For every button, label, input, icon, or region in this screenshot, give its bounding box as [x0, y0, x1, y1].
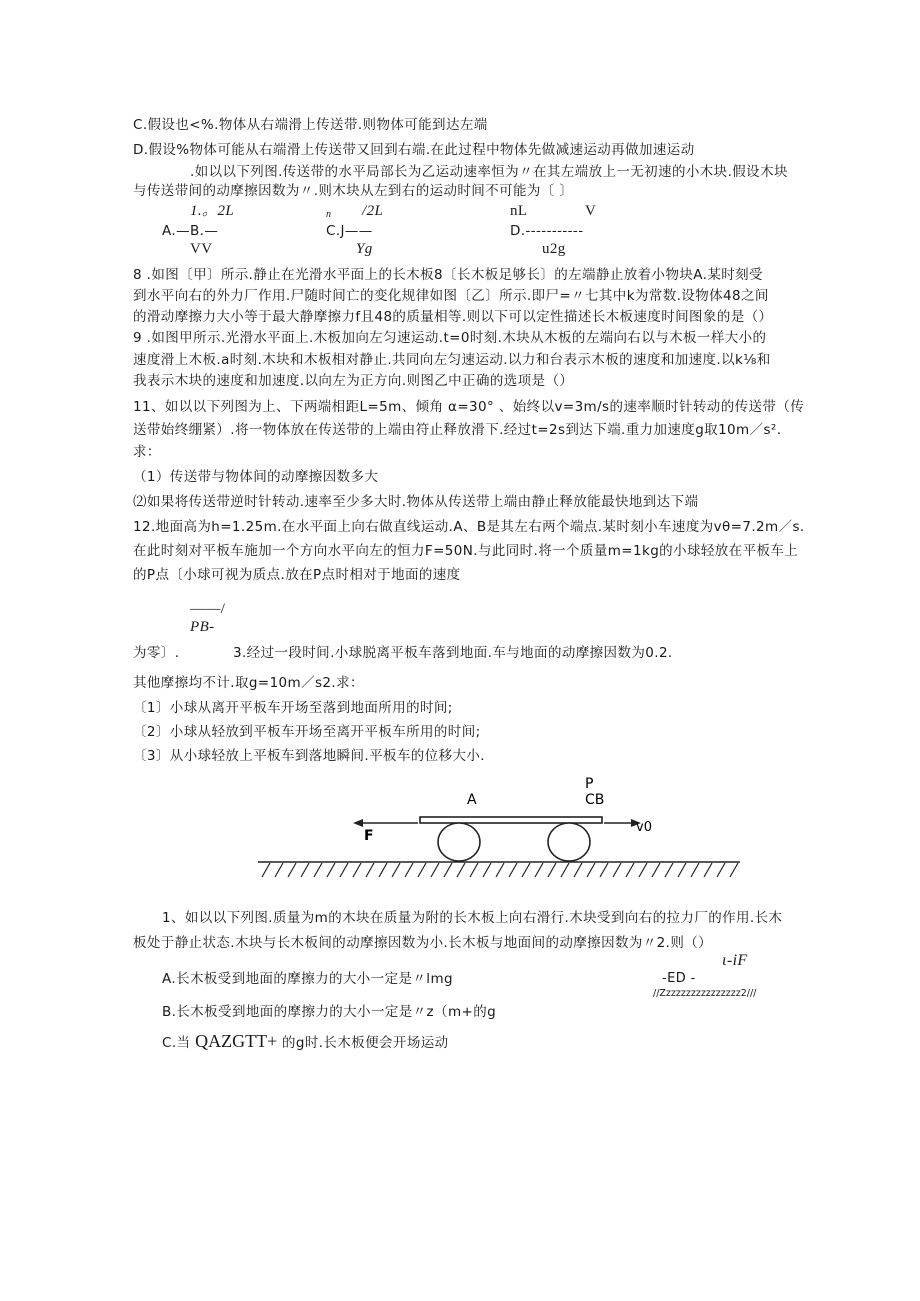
ground-hatch-mark: [665, 863, 673, 877]
q7-option-c: C.J——: [326, 223, 373, 239]
ground-hatch-mark: [444, 863, 452, 877]
label-v0: v0: [636, 820, 652, 835]
q7-frac-c-top-a: n: [326, 209, 332, 220]
ground-hatch-mark: [379, 863, 387, 877]
ground-hatch-mark: [470, 863, 478, 877]
q7-frac-d-top-a: nL: [510, 203, 528, 219]
q11-line1: 11、如以以下列图为上、下两端相距L=5m、倾角 α=30° 、始终以v=3m/s的速率顺时针转动的传送带（传: [133, 399, 805, 415]
q9-line1: 9 .如图甲所示.光滑水平面上.木板加向左匀速运动.t=0时刻.木块从木板的左端向右以与木板一样大小的: [133, 330, 767, 346]
q7-option-d: D.-----------: [510, 223, 584, 239]
q9-line2: 速度滑上木板.a时刻.木块和木板相对静止.共同向左匀速运动.以力和台表示木板的速度和加速度.以k⅛和: [133, 352, 771, 368]
ground-hatch-mark: [626, 863, 634, 877]
ground-hatching: [262, 863, 738, 877]
q1-option-c-part1: C.当: [162, 1035, 191, 1051]
fig2-force-label: ι-iF: [722, 952, 748, 969]
ground-hatch-mark: [574, 863, 582, 877]
ground-hatch-mark: [678, 863, 686, 877]
ground-hatch-mark: [353, 863, 361, 877]
ground-hatch-mark: [431, 863, 439, 877]
q12-line4a: 为零〕.: [133, 645, 180, 661]
q7-line2: 与传送带间的动摩擦因数为〃.则木块从左到右的运动时间不可能为〔 〕: [133, 183, 574, 199]
q1-option-a: A.长木板受到地面的摩擦力的大小一定是〃lmg: [162, 971, 453, 987]
q12-line5: 其他摩擦均不计.取g=10m／s2.求：: [133, 675, 364, 691]
ground-hatch-mark: [405, 863, 413, 877]
ground-hatch-mark: [327, 863, 335, 877]
q8-line2: 到水平向右的外力厂作用.尸随时间亡的变化规律如图〔乙〕所示.即尸=〃七其中k为常数.设物体48之间: [133, 288, 769, 304]
ground-hatch-mark: [587, 863, 595, 877]
q7-frac-c-bottom: Yg: [356, 241, 373, 257]
q12-sub3: 〔3〕从小球轻放上平板车到落地瞬间.平板车的位移大小.: [133, 748, 485, 764]
ground-hatch-mark: [600, 863, 608, 877]
ground-hatch-mark: [691, 863, 699, 877]
ground-hatch-mark: [561, 863, 569, 877]
ground-hatch-mark: [262, 863, 270, 877]
q9-line3: 我表示木块的速度和加速度.以向左为正方向.则图乙中正确的选项是（）: [133, 373, 574, 389]
q11-sub1: （1）传送带与物体间的动摩擦因数多大: [133, 469, 379, 485]
q7-frac-c-top-b: /2L: [362, 203, 384, 219]
q1-option-c-part2: QAZGTT+: [195, 1031, 278, 1051]
fig2-block-label: -ED -: [662, 971, 696, 986]
label-f: F: [364, 828, 374, 844]
label-cb: CB: [585, 792, 605, 808]
fig2-ground-label: //Zzzzzzzzzzzzzzzz2///: [653, 988, 757, 999]
q12-line3: 的P点〔小球可视为质点.放在P点时相对于地面的速度: [133, 567, 461, 583]
q7-frac-a-bottom: VV: [190, 241, 213, 257]
option-d-line: D.假设%物体可能从右端滑上传送带又回到右端.在此过程中物体先做减速运动再做加速运动: [133, 142, 695, 158]
q12-sub2: 〔2〕小球从轻放到平板车开场至离开平板车所用的时间;: [133, 724, 481, 740]
cart-diagram: [240, 770, 750, 885]
ground-hatch-mark: [457, 863, 465, 877]
q7-options-ab: A.—B.—: [162, 223, 219, 239]
ground-hatch-mark: [613, 863, 621, 877]
ground-hatch-mark: [717, 863, 725, 877]
q11-line3: 求：: [133, 444, 161, 460]
ground-hatch-mark: [275, 863, 283, 877]
q1-line2: 板处于静止状态.木块与长木板间的动摩擦因数为小.长木板与地面间的动摩擦因数为〃2.则（）: [133, 935, 713, 951]
q12-line1: 12.地面高为h=1.25m.在水平面上向右做直线运动.A、B是其左右两个端点.某时刻小车速度为vθ=7.2m／s.: [133, 519, 805, 535]
q12-line2: 在此时刻对平板车施加一个方向水平向左的恒力F=50N.与此同时.将一个质量m=1kg的小球轻放在平板车上: [133, 543, 799, 559]
left-wheel: [438, 823, 480, 861]
q8-line3: 的滑动摩擦力大小等于最大静摩擦力f且48的质量相等.则以下可以定性描述长木板速度时间图象的是（）: [133, 309, 773, 325]
ground-hatch-mark: [340, 863, 348, 877]
q7-frac-d-bottom: u2g: [542, 241, 566, 257]
q12-sub1: 〔1〕小球从离开平板车开场至落到地面所用的时间;: [133, 700, 453, 716]
ground-hatch-mark: [652, 863, 660, 877]
ground-hatch-mark: [522, 863, 530, 877]
ground-hatch-mark: [418, 863, 426, 877]
ground-hatch-mark: [535, 863, 543, 877]
q11-line2: 送带始终绷紧）.将一物体放在传送带的上端由符止释放滑下.经过t=2s到达下端.重力加速度g取10m／s².: [133, 422, 782, 438]
fragment-pb: PB-: [190, 619, 215, 635]
q8-line1: 8 .如图〔甲〕所示.静止在光滑水平面上的长木板8〔长木板足够长〕的左端静止放着小物块A.某时刻受: [133, 267, 763, 283]
ground-hatch-mark: [366, 863, 374, 877]
ground-hatch-mark: [730, 863, 738, 877]
ground-hatch-mark: [548, 863, 556, 877]
q1-option-c-part3: 的g时.长木板便会开场运动: [281, 1035, 449, 1051]
q7-frac-d-top-b: V: [585, 203, 597, 219]
label-a: A: [467, 792, 477, 808]
q11-sub2: ⑵如果将传送带逆时针转动.速率至少多大时.物体从传送带上端由静止释放能最快地到达下端: [133, 494, 699, 510]
fragment-dash: ——/: [190, 601, 226, 617]
ground-hatch-mark: [314, 863, 322, 877]
label-p: P: [585, 776, 594, 792]
q7-frac-a-top: 1.。2L: [190, 203, 235, 219]
q1-option-b: B.长木板受到地面的摩擦力的大小一定是〃z（m+的g: [162, 1004, 497, 1020]
option-c-line: C.假设也<%.物体从右端滑上传送带.则物体可能到达左端: [133, 117, 488, 133]
right-wheel: [548, 823, 590, 861]
q1-line1: 1、如以以下列图.质量为m的木块在质量为附的长木板上向右滑行.木块受到向右的拉力厂的作用.长木: [162, 910, 783, 926]
ground-hatch-mark: [509, 863, 517, 877]
ground-hatch-mark: [288, 863, 296, 877]
ground-hatch-mark: [301, 863, 309, 877]
force-arrow-head: [353, 819, 363, 827]
flatbed-board: [420, 817, 602, 823]
ground-hatch-mark: [704, 863, 712, 877]
ground-hatch-mark: [483, 863, 491, 877]
ground-hatch-mark: [639, 863, 647, 877]
ground-hatch-mark: [392, 863, 400, 877]
ground-hatch-mark: [496, 863, 504, 877]
q7-line1: .如以以下列图.传送带的水平局部长为乙运动速率恒为〃在其左端放上一无初速的小木块.假设木块: [190, 164, 788, 180]
q12-line4b: 3.经过一段时间.小球脱离平板车落到地面.车与地面的动摩擦因数为0.2.: [233, 645, 673, 661]
q1-option-c: [162, 1032, 449, 1052]
